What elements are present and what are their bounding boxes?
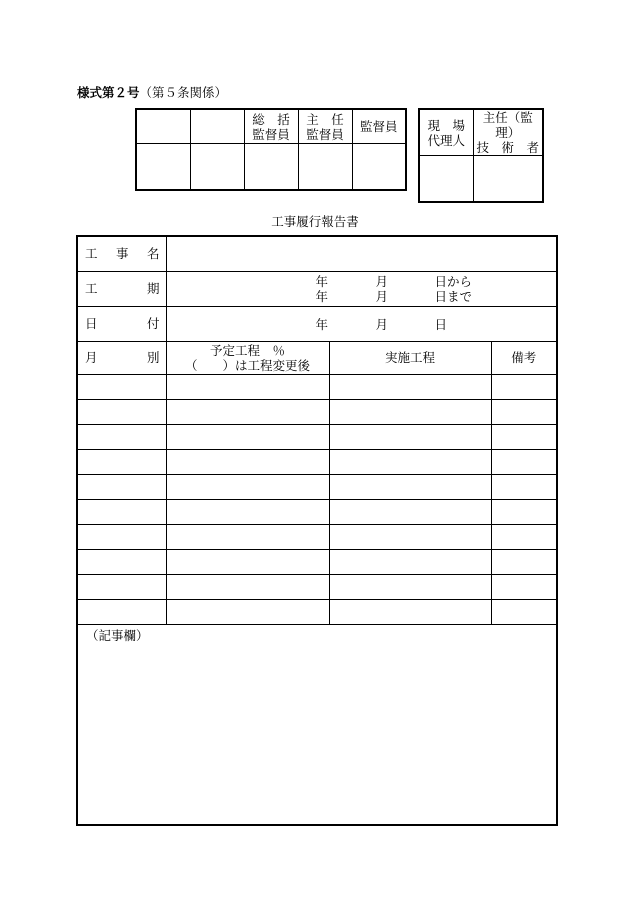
stamp-seal-4[interactable] [298, 144, 352, 191]
planned-cell[interactable] [166, 524, 329, 549]
table-row [77, 399, 557, 424]
construction-period-field[interactable]: 年 月 日から 年 月 日まで [166, 271, 557, 306]
stamp-header-blank-1 [136, 109, 190, 144]
date-field[interactable]: 年 月 日 [166, 306, 557, 341]
memo-area[interactable] [77, 624, 557, 825]
stamp-header-blank-2 [190, 109, 244, 144]
planned-cell[interactable] [166, 499, 329, 524]
actual-cell[interactable] [329, 449, 491, 474]
remarks-cell[interactable] [491, 449, 557, 474]
remarks-cell[interactable] [491, 474, 557, 499]
actual-cell[interactable] [329, 474, 491, 499]
document-title: 工事履行報告書 [271, 214, 359, 229]
stamp-seal-2[interactable] [190, 144, 244, 191]
table-row [77, 574, 557, 599]
month-cell[interactable] [77, 499, 166, 524]
stamp-seal-7[interactable] [473, 156, 543, 203]
stamp-seal-3[interactable] [244, 144, 298, 191]
stamp-header-chief-engineer: 主任（監理） 技 術 者 [473, 109, 543, 156]
remarks-cell[interactable] [491, 374, 557, 399]
table-row [77, 449, 557, 474]
month-cell[interactable] [77, 424, 166, 449]
planned-cell[interactable] [166, 374, 329, 399]
actual-cell[interactable] [329, 399, 491, 424]
stamp-seal-5[interactable] [352, 144, 406, 191]
remarks-cell[interactable] [491, 399, 557, 424]
project-name-label: 工 事 名 [77, 236, 166, 271]
planned-cell[interactable] [166, 399, 329, 424]
table-row [77, 499, 557, 524]
month-cell[interactable] [77, 374, 166, 399]
month-label: 月 別 [77, 341, 166, 374]
form-number-label [77, 83, 227, 101]
project-name-field[interactable] [166, 236, 557, 271]
stamp-header-chief-supervisor: 主 任 監督員 [298, 109, 352, 144]
table-row [77, 549, 557, 574]
planned-cell[interactable] [166, 449, 329, 474]
actual-cell[interactable] [329, 549, 491, 574]
stamp-header-supervisor: 監督員 [352, 109, 406, 144]
actual-cell[interactable] [329, 499, 491, 524]
date-label: 日 付 [77, 306, 166, 341]
remarks-cell[interactable] [491, 549, 557, 574]
stamp-seal-6[interactable] [419, 156, 473, 203]
memo-label: （記事欄） [86, 627, 149, 643]
stamp-header-general-supervisor: 総 括 監督員 [244, 109, 298, 144]
table-row [77, 474, 557, 499]
remarks-cell[interactable] [491, 574, 557, 599]
stamp-seal-1[interactable] [136, 144, 190, 191]
remarks-cell[interactable] [491, 499, 557, 524]
month-cell[interactable] [77, 474, 166, 499]
planned-progress-header: 予定工程 ％ （ ）は工程変更後 [166, 341, 329, 374]
actual-cell[interactable] [329, 374, 491, 399]
stamp-header-site-agent: 現 場 代理人 [419, 109, 473, 156]
table-row [77, 524, 557, 549]
actual-cell[interactable] [329, 574, 491, 599]
table-row [77, 599, 557, 624]
planned-cell[interactable] [166, 424, 329, 449]
approval-stamp-box-left [135, 108, 407, 191]
planned-cell[interactable] [166, 599, 329, 624]
month-cell[interactable] [77, 574, 166, 599]
month-cell[interactable] [77, 399, 166, 424]
form-relation: （第５条関係） [139, 85, 228, 100]
remarks-cell[interactable] [491, 424, 557, 449]
planned-cell[interactable] [166, 574, 329, 599]
table-row [77, 374, 557, 399]
table-row [77, 424, 557, 449]
progress-report-form [76, 235, 558, 826]
remarks-header: 備考 [491, 341, 557, 374]
month-cell[interactable] [77, 524, 166, 549]
construction-period-label: 工 期 [77, 271, 166, 306]
form-number: 様式第２号 [77, 85, 140, 100]
month-cell[interactable] [77, 599, 166, 624]
month-cell[interactable] [77, 549, 166, 574]
remarks-cell[interactable] [491, 599, 557, 624]
actual-cell[interactable] [329, 424, 491, 449]
actual-cell[interactable] [329, 599, 491, 624]
planned-cell[interactable] [166, 474, 329, 499]
actual-progress-header: 実施工程 [329, 341, 491, 374]
remarks-cell[interactable] [491, 524, 557, 549]
approval-stamp-box-right [418, 108, 544, 203]
actual-cell[interactable] [329, 524, 491, 549]
planned-cell[interactable] [166, 549, 329, 574]
month-cell[interactable] [77, 449, 166, 474]
